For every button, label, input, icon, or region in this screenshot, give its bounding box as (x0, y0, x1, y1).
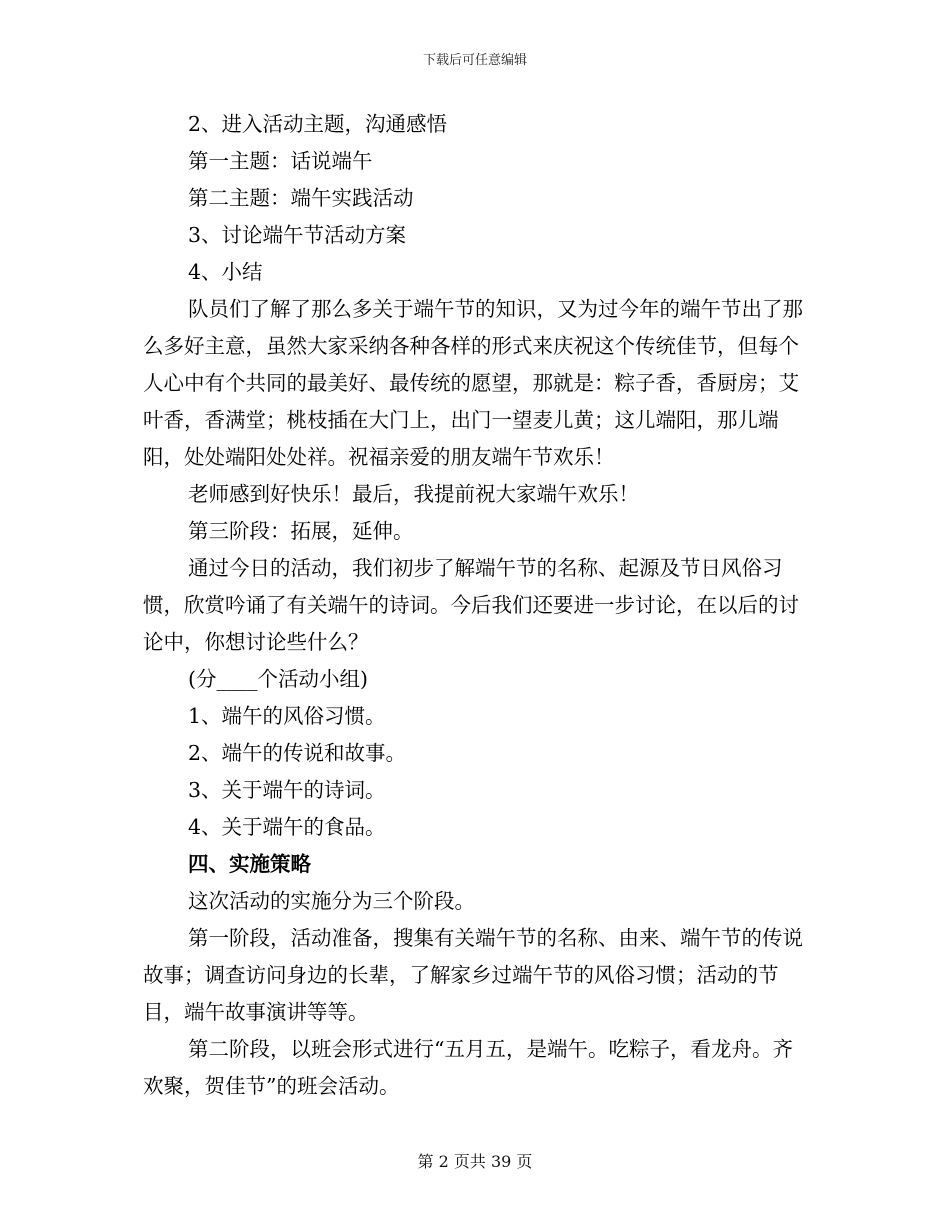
paragraph: 4、小结 (188, 260, 263, 284)
paragraph: 第二阶段，以班会形式进行“五月五，是端午。吃粽子，看龙舟。齐欢聚，贺佳节”的班会活动。 (143, 1037, 793, 1098)
paragraph: 3、讨论端午节活动方案 (188, 223, 407, 247)
paragraph: 第一主题：话说端午 (188, 149, 373, 173)
paragraph: 队员们了解了那么多关于端午节的知识，又为过今年的端午节出了那么多好主意，虽然大家采纳各种各样的形式来庆祝这个传统佳节，但每个人心中有个共同的最美好、最传统的愿望，那就是：粽子香，香厨房；艾叶香，香满堂；桃枝插在大门上，出门一望麦儿黄；这儿端阳，那儿端阳，处处端阳处处祥。祝福亲爱的朋友端午节欢乐！ (143, 297, 803, 469)
paragraph: 第二主题：端午实践活动 (188, 186, 414, 210)
paragraph: 老师感到好快乐！最后，我提前祝大家端午欢乐！ (188, 482, 639, 506)
paragraph: 3、关于端午的诗词。 (188, 778, 386, 802)
paragraph: 2、进入活动主题，沟通感悟 (188, 112, 448, 136)
document-body (143, 106, 803, 1105)
section-heading: 四、实施策略 (188, 852, 311, 876)
page-footer: 第 2 页共 39 页 (417, 1152, 533, 1171)
paragraph: (分____个活动小组) (188, 667, 368, 691)
paragraph: 2、端午的传说和故事。 (188, 741, 407, 765)
paragraph: 第一阶段，活动准备，搜集有关端午节的名称、由来、端午节的传说故事；调查访问身边的长辈，了解家乡过端午节的风俗习惯；活动的节目，端午故事演讲等等。 (143, 926, 803, 1024)
paragraph: 4、关于端午的食品。 (188, 815, 386, 839)
paragraph: 这次活动的实施分为三个阶段。 (188, 889, 475, 913)
paragraph: 1、端午的风俗习惯。 (188, 704, 386, 728)
page-header: 下载后可任意编辑 (422, 53, 527, 68)
paragraph: 通过今日的活动，我们初步了解端午节的名称、起源及节日风俗习惯，欣赏吟诵了有关端午的诗词。今后我们还要进一步讨论，在以后的讨论中，你想讨论些什么？ (143, 556, 799, 654)
paragraph: 第三阶段：拓展，延伸。 (188, 519, 414, 543)
